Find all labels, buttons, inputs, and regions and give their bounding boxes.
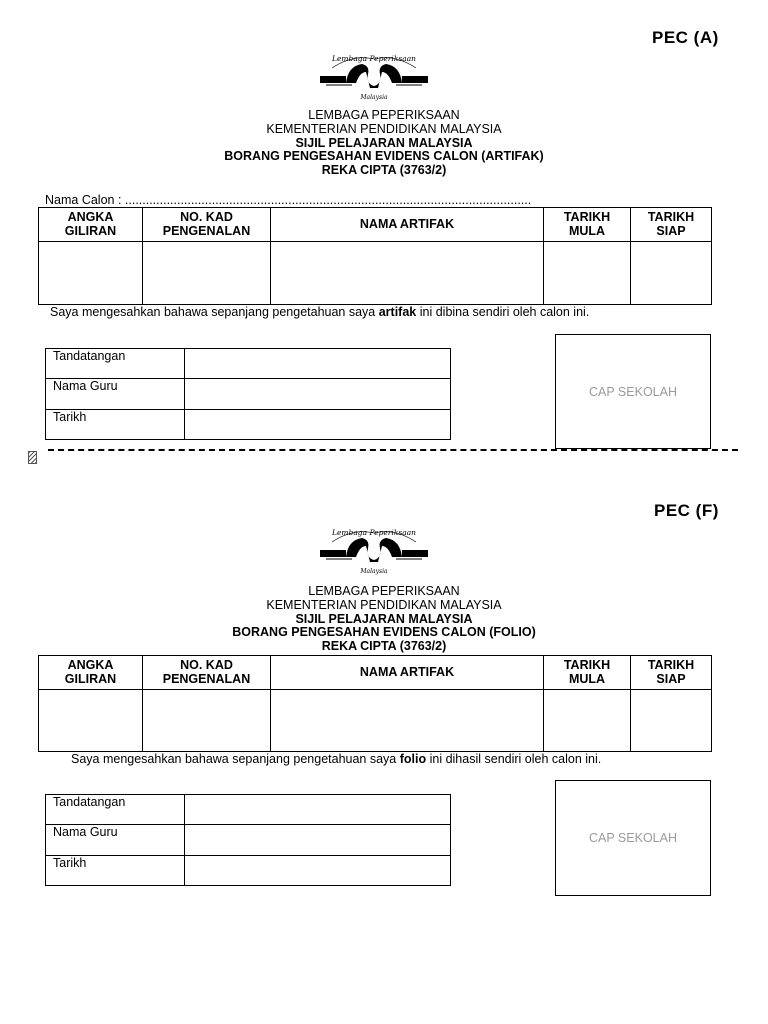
heading-line-ministry: KEMENTERIAN PENDIDIKAN MALAYSIA — [266, 597, 502, 612]
heading-line-ministry: KEMENTERIAN PENDIDIKAN MALAYSIA — [266, 121, 502, 136]
cell-artifact-name[interactable] — [271, 242, 544, 305]
signature-table — [45, 348, 451, 440]
signature-label: Tandatangan — [46, 795, 185, 825]
cell-end-date[interactable] — [631, 242, 712, 305]
artifact-table — [38, 207, 712, 305]
school-stamp-box: CAP SEKOLAH — [555, 334, 711, 449]
cell-start-date[interactable] — [544, 690, 631, 752]
teacher-name-label: Nama Guru — [46, 825, 185, 856]
column-header-exam-number: ANGKA GILIRAN — [39, 208, 143, 242]
column-header-end-date: TARIKH SIAP — [631, 208, 712, 242]
svg-text:Lembaga Peperiksaan: Lembaga Peperiksaan — [332, 54, 416, 63]
cell-start-date[interactable] — [544, 242, 631, 305]
cell-end-date[interactable] — [631, 690, 712, 752]
column-header-ic-number: NO. KAD PENGENALAN — [143, 208, 271, 242]
signature-label: Tandatangan — [46, 349, 185, 379]
candidate-name-field[interactable]: Nama Calon : ..................................................................................................................... — [45, 193, 532, 207]
school-stamp-box: CAP SEKOLAH — [555, 780, 711, 896]
column-header-start-date: TARIKH MULA — [544, 656, 631, 690]
declaration-statement: Saya mengesahkan bahawa sepanjang pengetahuan saya folio ini dihasil sendiri oleh calon ini. — [71, 752, 602, 766]
cell-artifact-name[interactable] — [271, 690, 544, 752]
cut-line-divider — [48, 449, 738, 453]
form-code: PEC (A) — [652, 28, 719, 47]
column-header-exam-number: ANGKA GILIRAN — [39, 656, 143, 690]
heading-line-subject: REKA CIPTA (3763/2) — [321, 163, 447, 178]
cell-ic-number[interactable] — [143, 690, 271, 752]
form-heading — [0, 585, 768, 654]
column-header-artifact-name: NAMA ARTIFAK — [271, 656, 544, 690]
heading-line-exam: SIJIL PELAJARAN MALAYSIA — [295, 611, 473, 626]
heading-line-board: LEMBAGA PEPERIKSAAN — [308, 584, 460, 598]
svg-text:Malaysia: Malaysia — [360, 568, 388, 575]
svg-text:Malaysia: Malaysia — [360, 94, 388, 101]
teacher-name-label: Nama Guru — [46, 379, 185, 410]
heading-line-board: LEMBAGA PEPERIKSAAN — [308, 108, 460, 122]
lp-logo-icon — [318, 50, 430, 102]
date-label: Tarikh — [46, 856, 185, 886]
heading-line-exam: SIJIL PELAJARAN MALAYSIA — [295, 135, 473, 150]
column-header-artifact-name: NAMA ARTIFAK — [271, 208, 544, 242]
heading-line-form-title: BORANG PENGESAHAN EVIDENS CALON (ARTIFAK) — [224, 149, 544, 164]
artifact-table — [38, 655, 712, 752]
svg-text:Lembaga Peperiksaan: Lembaga Peperiksaan — [332, 528, 416, 537]
signature-field[interactable] — [185, 795, 451, 825]
date-field[interactable] — [185, 856, 451, 886]
lp-logo-icon — [318, 524, 430, 576]
heading-line-form-title: BORANG PENGESAHAN EVIDENS CALON (FOLIO) — [232, 625, 536, 640]
signature-table — [45, 794, 451, 886]
heading-line-subject: REKA CIPTA (3763/2) — [321, 639, 447, 654]
cell-exam-number[interactable] — [39, 242, 143, 305]
date-label: Tarikh — [46, 410, 185, 440]
teacher-name-field[interactable] — [185, 379, 451, 410]
column-header-end-date: TARIKH SIAP — [631, 656, 712, 690]
date-field[interactable] — [185, 410, 451, 440]
teacher-name-field[interactable] — [185, 825, 451, 856]
cell-exam-number[interactable] — [39, 690, 143, 752]
cell-ic-number[interactable] — [143, 242, 271, 305]
column-header-start-date: TARIKH MULA — [544, 208, 631, 242]
scissors-icon — [28, 451, 37, 464]
form-heading — [0, 109, 768, 178]
column-header-ic-number: NO. KAD PENGENALAN — [143, 656, 271, 690]
signature-field[interactable] — [185, 349, 451, 379]
form-code: PEC (F) — [654, 501, 719, 520]
declaration-statement: Saya mengesahkan bahawa sepanjang pengetahuan saya artifak ini dibina sendiri oleh calon ini. — [50, 305, 590, 319]
